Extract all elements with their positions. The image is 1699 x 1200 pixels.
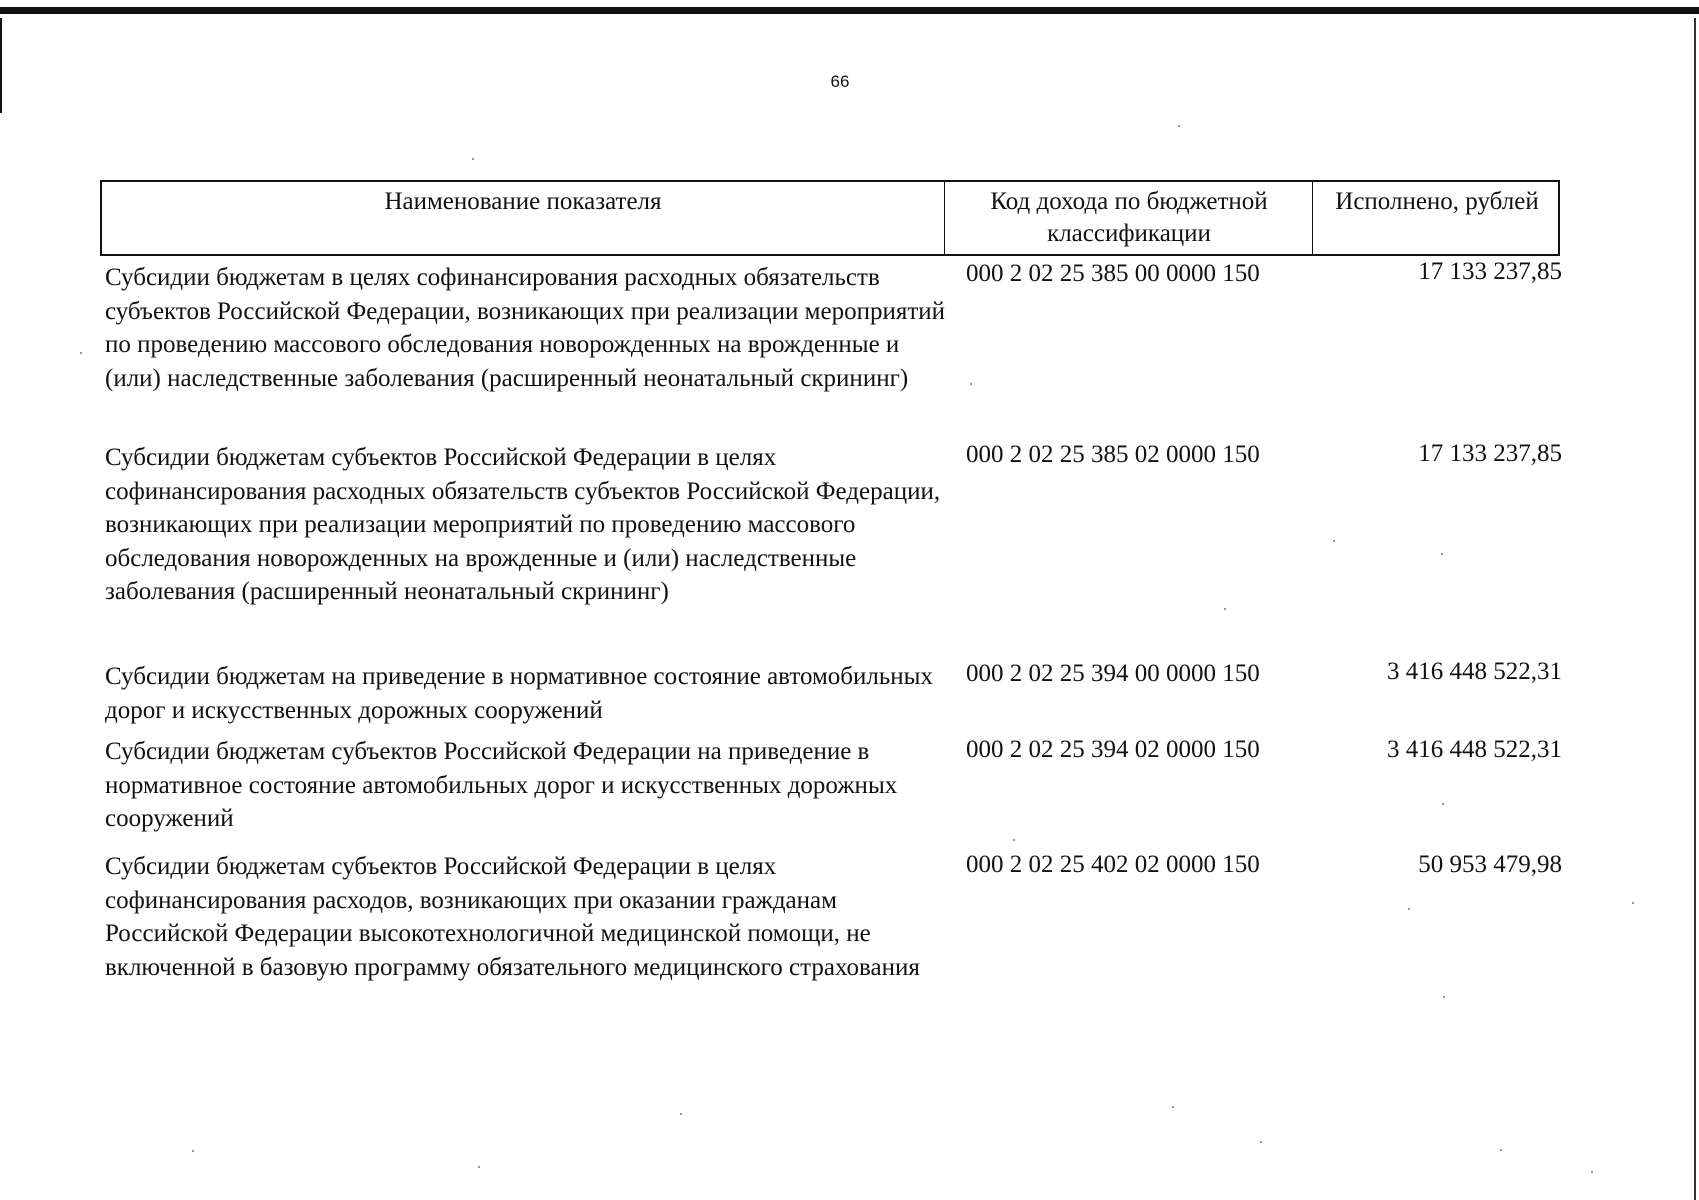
row-executed: 3 416 448 522,31 — [1387, 658, 1562, 685]
row-name: Субсидии бюджетам субъектов Российской Федерации в целях софинансирования расходных обязательств субъектов Российской Федерации, возникающих при реализации мероприятий по проведению массового обследования новорожденных на врожденные и (или) наследственные заболевания (расширенный неонатальный скрининг) — [105, 444, 941, 605]
scan-speck — [680, 1113, 682, 1115]
row-code: 000 2 02 25 385 00 0000 150 — [966, 260, 1260, 287]
row-executed: 50 953 479,98 — [1418, 851, 1562, 878]
row-code: 000 2 02 25 385 02 0000 150 — [966, 441, 1260, 468]
page-top-border — [0, 7, 1699, 14]
scan-speck — [472, 158, 474, 160]
header-executed: Исполнено, рублей — [1335, 188, 1539, 215]
scan-speck — [1441, 553, 1443, 555]
row-executed: 3 416 448 522,31 — [1387, 736, 1562, 763]
scan-speck — [1260, 1141, 1262, 1143]
scan-speck — [1408, 908, 1410, 910]
row-code: 000 2 02 25 394 02 0000 150 — [966, 736, 1260, 763]
scan-speck — [80, 352, 82, 354]
row-name: Субсидии бюджетам на приведение в нормативное состояние автомобильных дорог и искусственных дорожных сооружений — [105, 663, 933, 724]
scan-speck — [970, 383, 972, 385]
scan-speck — [1443, 996, 1445, 998]
scan-speck — [1013, 839, 1015, 841]
scan-left-edge — [0, 18, 2, 113]
row-code: 000 2 02 25 402 02 0000 150 — [966, 851, 1260, 878]
row-executed: 17 133 237,85 — [1418, 440, 1562, 467]
scan-speck — [1333, 540, 1335, 542]
scan-speck — [1178, 125, 1180, 127]
header-code: Код дохода по бюджетной классификации — [990, 188, 1268, 247]
header-divider — [1312, 182, 1313, 254]
scan-speck — [1224, 608, 1226, 610]
header-divider — [944, 182, 945, 254]
scan-speck — [1172, 1106, 1174, 1108]
page-number: 66 — [830, 72, 850, 91]
row-name: Субсидии бюджетам субъектов Российской Федерации в целях софинансирования расходов, возникающих при оказании гражданам Российской Федерации высокотехнологичной медицинской помощи, не включенной в базовую программу обязательного медицинского страхования — [105, 853, 920, 981]
scan-speck — [192, 1150, 194, 1152]
scan-speck — [1591, 1171, 1593, 1173]
scan-speck — [1442, 803, 1444, 805]
table-header — [100, 180, 1560, 256]
header-name: Наименование показателя — [384, 188, 662, 215]
row-name: Субсидии бюджетам в целях софинансирования расходных обязательств субъектов Российской Федерации, возникающих при реализации мероприятий по проведению массового обследования новорожденных на врожденные и (или) наследственные заболевания (расширенный неонатальный скрининг) — [105, 264, 946, 392]
row-executed: 17 133 237,85 — [1418, 258, 1562, 285]
scan-right-edge — [1694, 18, 1696, 1200]
scan-speck — [1632, 902, 1634, 904]
scan-speck — [1500, 1149, 1502, 1151]
scan-speck — [478, 1166, 480, 1168]
row-name: Субсидии бюджетам субъектов Российской Федерации на приведение в нормативное состояние автомобильных дорог и искусственных дорожных сооружений — [105, 738, 898, 832]
row-code: 000 2 02 25 394 00 0000 150 — [966, 660, 1260, 687]
